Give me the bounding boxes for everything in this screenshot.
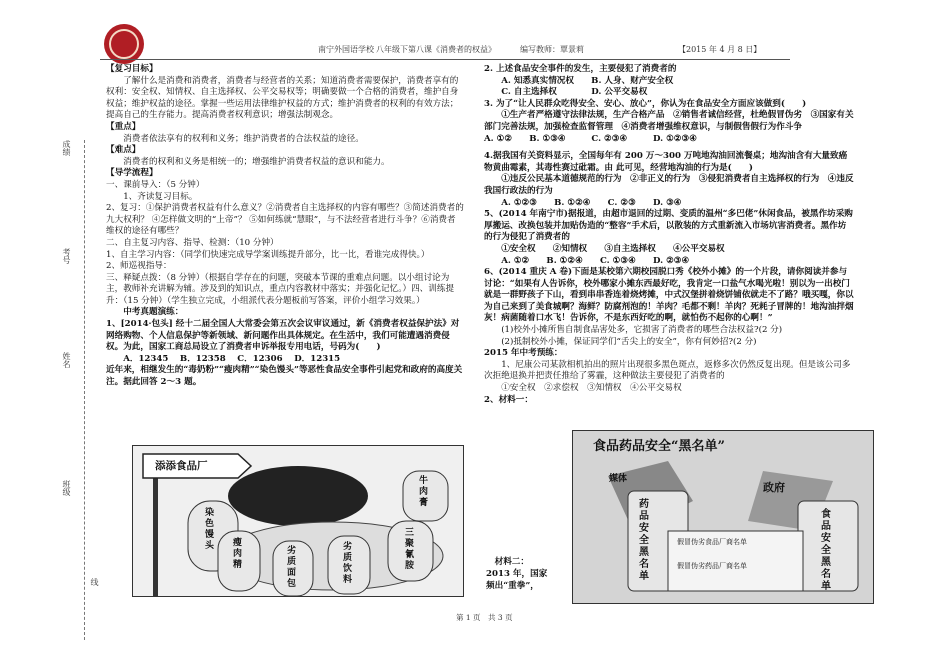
right-col-paragraph: (2)抵制校外小摊，保证同学们“舌尖上的安全”，你有何妙招?(2 分) <box>501 336 757 347</box>
header-date: 【2015 年 4 月 8 日】 <box>678 45 762 54</box>
right-col-paragraph: 2、材料一： <box>484 394 533 405</box>
bag-label-bad-bread: 劣质面包 <box>287 546 297 589</box>
right-col-paragraph: A. ①② B. ①②④ C. ①③④ D. ②③④ <box>501 255 690 266</box>
material-two-line: 2013 年，国家 <box>486 569 548 579</box>
left-col-paragraph: 消费者的权利和义务是相统一的；增强维护消费者权益的意识和能力。 <box>123 156 390 167</box>
right-col-paragraph: ①安全权 ②知情权 ③自主选择权 ④公平交易权 <box>501 243 725 254</box>
left-col-paragraph: 2、复习：①保护消费者权益有什么意义？②消费者自主选择权的内容有哪些？③简述消费者的九大权利？ ④怎样做文明的“上帝”？ ⑤如何练就“慧眼”，与不法经营者进行斗争？⑥消费者维权的途径有哪些？ <box>106 203 464 237</box>
material-two <box>486 556 570 592</box>
left-col-paragraph: 1、自主学习内容：（同学们快速完成导学案训练提升部分，比一比，看谁完成得快。） <box>106 249 430 260</box>
label-fake-food-list: 假冒伪劣食品厂商名单 <box>677 538 747 546</box>
side-label-score: 成绩 <box>62 140 71 156</box>
left-col-paragraph: 三、释疑点拨：（8 分钟）（根据自学存在的问题，突破本节课的重难点问题。以小组讨论为主，教师补充讲解为辅。涉及到的知识点，重点内容教材中落实；并强化记忆。）四、训练提升：（15 分钟）（学生独立完成，小组派代表分题板前写答案，评价小组学习效果。） <box>106 272 455 306</box>
header-teacher: 编写教师：覃景莉 <box>520 45 584 54</box>
bag-label-clenbuterol: 瘦肉精 <box>233 538 243 570</box>
side-label-name: 姓名 <box>62 352 71 368</box>
label-food-blacklist: 食品安全黑名单 <box>821 509 831 592</box>
right-col-paragraph: A. ①② B. ①③④ C. ②③④ D. ①②③④ <box>484 133 697 144</box>
label-drug-blacklist: 药品安全黑名单 <box>639 499 649 582</box>
left-col-paragraph: 【难点】 <box>106 145 141 156</box>
page-footer: 第 1 页 共 3 页 <box>456 613 513 622</box>
header-course: 八年级下第八课《消费者的权益》 <box>376 45 496 54</box>
side-label-exam-number: 考号 <box>62 248 71 264</box>
bag-label-dyed-buns: 染色馒头 <box>205 508 215 551</box>
right-col-paragraph: 1、尼康公司某款相机拍出的照片出现很多黑色斑点，返修多次仍然反复出现。但是该公司多次拒绝退换并把责任推给了雾霾，这种做法主要侵犯了消费者的 <box>484 359 851 382</box>
left-col-paragraph: A．12345 B．12358 C．12306 D．12315 <box>123 353 341 364</box>
bag-label-bad-drinks: 劣质饮料 <box>343 542 353 585</box>
left-col-paragraph: 二、自主复习内容、指导、检测：（10 分钟） <box>106 237 279 248</box>
right-col-paragraph: ①安全权 ②求偿权 ③知情权 ④公平交易权 <box>501 383 682 394</box>
right-col-paragraph: 4.据我国有关资料显示，全国每年有 200 万～300 万吨地沟油回流餐桌；地沟油含有大量致癌物黄曲霉素，其毒性赛过砒霜。由 此可见，经营地沟油的行为是( ) <box>484 151 848 173</box>
right-col-paragraph: 3. 为了“让人民群众吃得安全、安心、放心”，你认为在食品安全方面应该做到( ) <box>484 98 807 109</box>
label-media: 媒体 <box>609 474 628 484</box>
left-col-paragraph: 【复习目标】 <box>106 64 158 74</box>
left-col-paragraph: 1、[2014·包头] 经十二届全国人大常委会第五次会议审议通过，新《消费者权益保护法》对网络购物、个人信息保护等新领域、新问题作出具体规定。在生活中，我们可能遭遇消费侵权。为此，国家工商总局设立了消费者申诉举报专用电话，号码为( ) <box>106 319 460 353</box>
right-col-paragraph: (1)校外小摊所售自制食品害处多，它损害了消费者的哪些合法权益?(2 分) <box>501 325 783 336</box>
blacklist-cartoon <box>572 430 874 604</box>
school-logo <box>104 24 144 64</box>
left-column <box>106 64 464 389</box>
label-government: 政府 <box>763 481 785 494</box>
material-two-line: 频出“重拳”， <box>486 581 539 591</box>
left-col-paragraph: 近年来，相继发生的“毒奶粉”“瘦肉精”“染色馒头”等恶性食品安全事件引起党和政府的高度关注。据此回答 2～3 题。 <box>106 365 463 388</box>
side-label-class: 班级 <box>62 480 71 496</box>
header-school: 南宁外国语学校 <box>318 45 374 54</box>
factory-sign: 添添食品厂 <box>155 460 208 472</box>
blacklist-title: 食品药品安全“黑名单” <box>593 439 725 454</box>
side-label-line: 线 <box>90 578 99 586</box>
right-col-paragraph: C. 自主选择权 D. 公平交易权 <box>501 87 648 98</box>
left-col-paragraph: 【重点】 <box>106 121 141 132</box>
left-col-paragraph: 2、师巡视指导： <box>106 261 172 272</box>
bag-label-melamine: 三聚氰胺 <box>405 528 415 571</box>
left-col-paragraph: 1、齐读复习目标。 <box>123 191 198 202</box>
material-two-line: 材料二： <box>494 557 529 567</box>
right-col-paragraph: ①违反公民基本道德规范的行为 ②非正义的行为 ③侵犯消费者自主选择权的行为 ④违反我国行政法的行为 <box>484 174 854 196</box>
right-col-paragraph: 6、(2014 重庆 A 卷)下面是某校第六期校园脱口秀《校外小摊》的一个片段，请你阅读并参与讨论：“如果有人告诉你，校外哪家小摊东西最好吃，我肯定一口盐气水喝光啦！别以为一出校门就是一群野孩子下山，看到串串香连着烧烤摊，中式汉堡拼着烧饼铺依就走不了路？哦买嘎，你以为自己来到了美食城啊？海鲜？防腐剂泡的！羊肉？毛都不剩！羊肉？死耗子冒牌的！地沟油拌烟灰！病菌随着口水飞！告诉你，不是东西好吃的啊，就怕伤不起你的心啊！” <box>484 267 854 324</box>
right-col-paragraph: A. 知悉真实情况权 B. 人身、财产安全权 <box>501 75 674 86</box>
left-col-paragraph: 消费者依法享有的权利和义务；维护消费者的合法权益的途径。 <box>123 133 364 144</box>
header-rule <box>100 59 790 60</box>
right-col-paragraph: 2. 上述食品安全事件的发生，主要侵犯了消费者的 <box>484 64 677 74</box>
right-col-paragraph: 2015 年中考预练： <box>484 348 563 359</box>
left-col-paragraph: 一、课前导入：（5 分钟） <box>106 179 205 190</box>
bag-label-beef-paste: 牛肉膏 <box>419 476 429 508</box>
cartoon-food-factory <box>132 445 464 597</box>
left-col-paragraph: 【导学流程】 <box>106 168 158 179</box>
right-col-paragraph: A. ①②③ B. ①②④ C. ②③ D. ③④ <box>501 197 682 208</box>
left-col-paragraph: 了解什么是消费和消费者，消费者与经营者的关系；知道消费者需要保护，消费者享有的权利：安全权、知情权、自主选择权、公平交易权等；明确要做一个合格的消费者，维护自身权益；维护权益的途径。掌握一些运用法律维护权益的方式；维护消费者的权利的有效方法；提高自己的生存能力。提高消费者权利意识；增强法制观念。 <box>106 75 459 121</box>
binding-line <box>84 140 85 640</box>
right-column <box>484 64 854 406</box>
right-col-paragraph: 5、(2014 年南宁市)据报道，由超市退回的过期、变质的温州“多巴佬”休闲食品，被黑作坊采购厚搬运、改换包装并加贴伪造的“整容”手术后，以散装的方式重新流入市场坑害消费者。黑作坊的行为侵犯了消费者的 <box>484 209 853 243</box>
right-col-paragraph: ①生产者严格遵守法律法规，生产合格产品 ②销售者诚信经营，杜绝假冒伪劣 ③国家有关部门完善法规，加强检查监督管理 ④消费者增强维权意识，与制假售假行为作斗争 <box>484 110 854 132</box>
left-col-paragraph: 中考真题演练： <box>123 307 184 318</box>
label-fake-drug-list: 假冒伪劣药品厂商名单 <box>677 562 747 570</box>
